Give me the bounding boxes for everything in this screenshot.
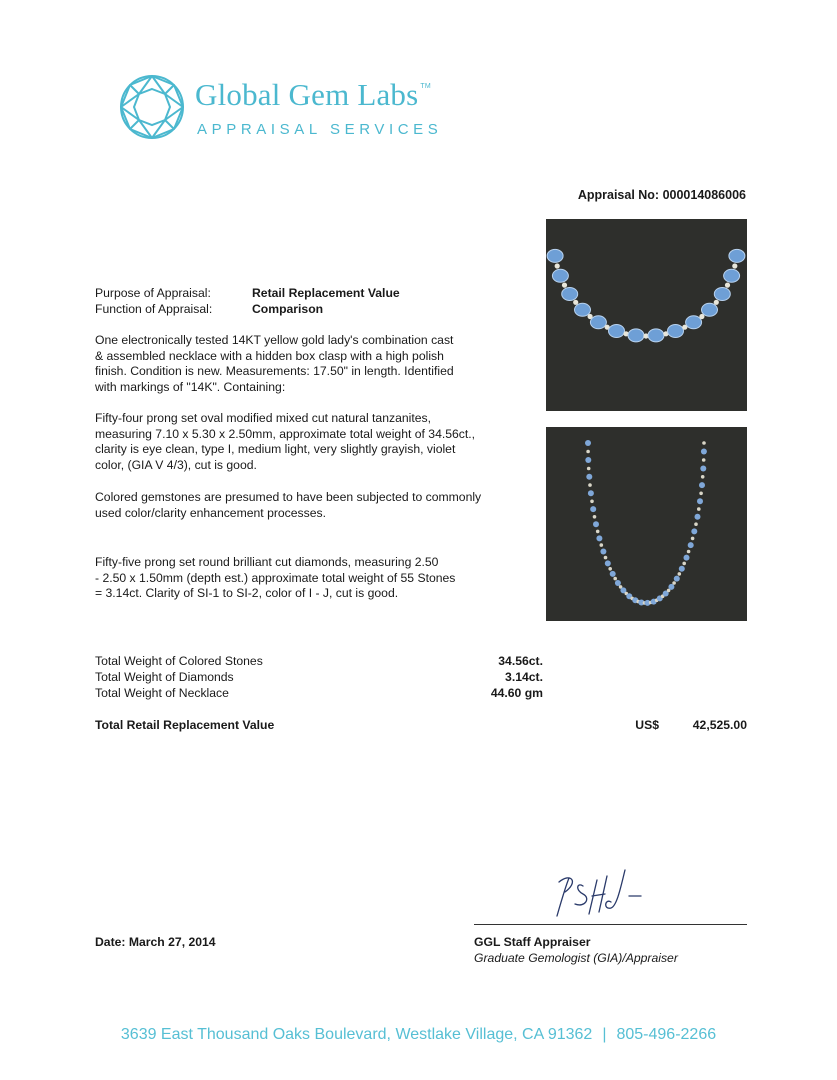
tanzanite-stone (593, 521, 599, 527)
tanzanite-stone (562, 288, 578, 301)
logo (118, 73, 458, 145)
diamond-line: = 3.14ct. Clarity of SI-1 to SI-2, color of I - J, cut is good. (95, 586, 399, 601)
description-paragraph (95, 333, 454, 395)
tanzanite-stone (600, 549, 606, 555)
diamond-stone (604, 556, 608, 560)
function-row (95, 302, 323, 316)
tanzanite-stone (588, 490, 594, 496)
diamond-stone (687, 550, 691, 554)
appraisal-number: Appraisal No: 000014086006 (577, 188, 746, 202)
diamond-stone (699, 492, 703, 496)
tanzanite-stone (686, 316, 702, 329)
tanzanite-line: Fifty-four prong set oval modified mixed cut natural tanzanites, (95, 411, 431, 425)
tanzanite-stone (610, 571, 616, 577)
tanzanite-stone (585, 457, 591, 463)
tanzanite-stone (552, 269, 568, 282)
tanzanite-stone (615, 580, 621, 586)
total-amount: 42,525.00 (692, 718, 747, 732)
weight-label: Total Weight of Diamonds (95, 670, 234, 684)
diamond-line: Fifty-five prong set round brilliant cut diamonds, measuring 2.50 (95, 555, 439, 569)
diamond-stone (596, 530, 600, 534)
tanzanite-stone (724, 269, 740, 282)
diamond-stone (694, 522, 698, 526)
tanzanite-stone (586, 474, 592, 480)
weight-row (95, 685, 543, 701)
tanzanite-stone (575, 303, 591, 316)
brand-subtitle: APPRAISAL SERVICES (197, 121, 443, 138)
diamond-stone (562, 283, 567, 288)
weight-row (95, 669, 543, 685)
tanzanite-stone (596, 535, 602, 541)
tanzanite-stone (729, 249, 745, 262)
diamond-stone (678, 572, 682, 576)
tanzanite-stone (590, 506, 596, 512)
diamond-line: - 2.50 x 1.50mm (depth est.) approximate total weight of 55 Stones (95, 570, 456, 585)
diamond-paragraph (95, 555, 455, 602)
total-label: Total Retail Replacement Value (95, 718, 275, 732)
tanzanite-stone (691, 528, 697, 534)
diamond-stone (588, 483, 592, 487)
weight-value: 34.56ct. (498, 654, 543, 668)
diamond-stone (590, 500, 594, 504)
tanzanite-stone (688, 542, 694, 548)
footer-separator: | (602, 1026, 607, 1043)
diamond-stone (702, 441, 706, 445)
appraiser-signature (545, 866, 645, 924)
enhancement-paragraph (95, 490, 481, 521)
description-line: finish. Condition is new. Measurements: 17.50" in length. Identified (95, 364, 454, 379)
tanzanite-stone (679, 566, 685, 572)
diamond-stone (701, 475, 705, 479)
diamond-stone (672, 581, 676, 585)
weight-row (95, 653, 543, 669)
weight-label: Total Weight of Colored Stones (95, 654, 263, 668)
weight-label: Total Weight of Necklace (95, 686, 229, 700)
diamond-stone (702, 458, 706, 462)
tanzanite-line: clarity is eye clean, type I, medium light, very slightly grayish, violet (95, 442, 456, 457)
tanzanite-stone (699, 482, 705, 488)
tanzanite-paragraph (95, 411, 475, 473)
tanzanite-line: measuring 7.10 x 5.30 x 2.50mm, approximate total weight of 34.56ct., (95, 426, 476, 441)
diamond-stone (593, 515, 597, 519)
diamond-stone (555, 263, 560, 268)
tanzanite-stone (702, 303, 718, 316)
tanzanite-stone (547, 249, 563, 262)
purpose-value: Retail Replacement Value (252, 286, 400, 300)
necklace-full-photo (546, 427, 747, 621)
trademark: TM (420, 83, 431, 90)
appraiser-credential: Graduate Gemologist (GIA)/Appraiser (474, 951, 678, 965)
brand-name: Global Gem Labs ™ (195, 77, 431, 112)
tanzanite-stone (628, 329, 644, 342)
description-line: with markings of "14K". Containing: (95, 379, 286, 394)
tanzanite-stone (590, 316, 606, 329)
necklace-closeup-photo (546, 219, 747, 411)
tanzanite-stone (605, 560, 611, 566)
tanzanite-stone (695, 514, 701, 520)
diamond-stone (608, 567, 612, 571)
appraisal-date: Date: March 27, 2014 (95, 935, 216, 949)
diamond-stone (732, 263, 737, 268)
weight-value: 3.14ct. (505, 670, 543, 684)
diamond-stone (587, 467, 591, 471)
tanzanite-stone (668, 584, 674, 590)
diamond-stone (682, 562, 686, 566)
total-value-row (95, 718, 747, 732)
weight-value: 44.60 gm (490, 686, 543, 700)
tanzanite-stone (697, 498, 703, 504)
purpose-label: Purpose of Appraisal: (95, 286, 211, 300)
tanzanite-stone (714, 288, 730, 301)
tanzanite-stone (700, 466, 706, 472)
tanzanite-stone (701, 449, 707, 455)
diamond-stone (586, 450, 590, 454)
appraiser-title: GGL Staff Appraiser (474, 935, 591, 949)
tanzanite-stone (684, 555, 690, 561)
total-currency: US$ (635, 718, 659, 732)
diamond-stone (691, 537, 695, 541)
enhancement-line: used color/clarity enhancement processes. (95, 505, 327, 520)
description-line: One electronically tested 14KT yellow gold lady's combination cast (95, 333, 454, 347)
diamond-stone (697, 507, 701, 511)
tanzanite-stone (674, 576, 680, 582)
tanzanite-line: color, (GIA V 4/3), cut is good. (95, 457, 257, 472)
tanzanite-stone (585, 440, 591, 446)
purpose-row (95, 286, 400, 300)
enhancement-line: Colored gemstones are presumed to have been subjected to commonly (95, 490, 482, 504)
function-label: Function of Appraisal: (95, 302, 213, 316)
diamond-stone (600, 543, 604, 547)
footer (0, 1026, 837, 1044)
diamond-stone (725, 283, 730, 288)
tanzanite-stone (609, 325, 625, 338)
tanzanite-stone (648, 329, 664, 342)
diamond-gem-icon (118, 73, 186, 141)
signature-line (474, 924, 747, 925)
footer-address: 3639 East Thousand Oaks Boulevard, Westlake Village, CA 91362 (120, 1026, 593, 1043)
footer-phone: 805-496-2266 (616, 1026, 717, 1043)
function-value: Comparison (252, 302, 324, 316)
diamond-stone (714, 300, 719, 305)
tanzanite-stone (668, 325, 684, 338)
diamond-stone (613, 577, 617, 581)
description-line: & assembled necklace with a hidden box clasp with a high polish (95, 348, 444, 363)
